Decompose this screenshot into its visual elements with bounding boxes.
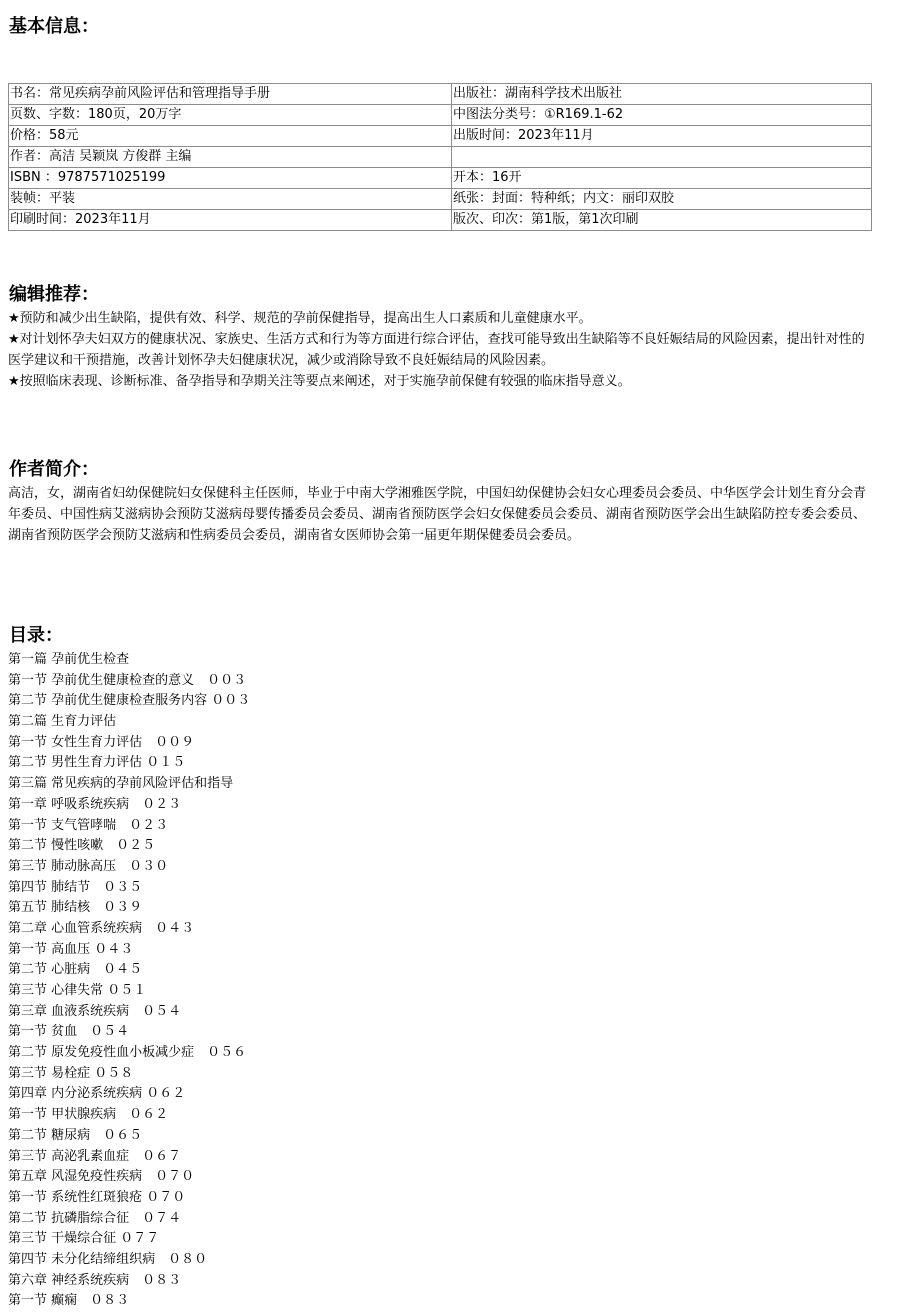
toc-item: 第五节 肺结核 ０３９ xyxy=(8,900,143,916)
editor-recommend-text xyxy=(8,308,868,392)
toc-item: 第一章 呼吸系统疾病 ０２３ xyxy=(8,796,182,812)
table-cell: 出版时间：2023年11月 xyxy=(452,126,872,147)
toc-item: 第一节 孕前优生健康检查的意义 ００３ xyxy=(8,672,247,688)
toc-item: 第一节 支气管哮喘 ０２３ xyxy=(8,817,169,833)
toc-item: 第三节 干燥综合征 ０７７ xyxy=(8,1231,160,1247)
table-cell xyxy=(452,147,872,168)
table-row xyxy=(9,105,872,126)
toc-item: 第三章 血液系统疾病 ０５４ xyxy=(8,1003,182,1019)
table-cell: 开本：16开 xyxy=(452,168,872,189)
toc-heading: 目录： xyxy=(9,625,63,646)
recommend-paragraph: ★预防和减少出生缺陷，提供有效、科学、规范的孕前保健指导，提高出生人口素质和儿童健康水平。 xyxy=(8,311,592,326)
toc-item: 第二节 心脏病 ０４５ xyxy=(8,962,143,978)
table-cell: 版次、印次：第1版，第1次印刷 xyxy=(452,210,872,231)
editor-recommend-heading: 编辑推荐： xyxy=(9,284,99,305)
table-cell: ISBN ：9787571025199 xyxy=(9,168,452,189)
recommend-paragraph: ★按照临床表现、诊断标准、备孕指导和孕期关注等要点来阐述，对于实施孕前保健有较强的临床指导意义。 xyxy=(8,374,631,389)
toc-item: 第一篇 孕前优生检查 xyxy=(8,652,130,667)
toc-item: 第三节 肺动脉高压 ０３０ xyxy=(8,858,169,874)
table-cell: 出版社：湖南科学技术出版社 xyxy=(452,84,872,105)
toc-item: 第一节 甲状腺疾病 ０６２ xyxy=(8,1107,169,1123)
table-row xyxy=(9,126,872,147)
toc-item: 第三篇 常见疾病的孕前风险评估和指导 xyxy=(8,776,234,792)
toc-item: 第三节 心律失常 ０５１ xyxy=(8,983,147,998)
table-cell: 价格：58元 xyxy=(9,126,452,147)
toc-item: 第二节 原发免疫性血小板减少症 ０５６ xyxy=(8,1045,247,1061)
toc-item: 第二章 心血管系统疾病 ０４３ xyxy=(8,920,195,936)
toc-item: 第二篇 生育力评估 xyxy=(8,714,117,730)
table-row xyxy=(9,189,872,210)
basic-info-heading: 基本信息： xyxy=(9,16,99,37)
table-cell: 书名：常见疾病孕前风险评估和管理指导手册 xyxy=(9,84,452,105)
table-cell: 中图法分类号：①R169.1-62 xyxy=(452,105,872,126)
table-row xyxy=(9,147,872,168)
toc-item: 第一节 贫血 ０５４ xyxy=(8,1024,130,1040)
toc-item: 第六章 神经系统疾病 ０８３ xyxy=(8,1272,182,1288)
toc-item: 第四章 内分泌系统疾病 ０６２ xyxy=(8,1086,186,1102)
toc-item: 第一节 高血压 ０４３ xyxy=(8,941,134,957)
table-cell: 作者：高洁 吴颖岚 方俊群 主编 xyxy=(9,147,452,168)
table-cell: 页数、字数：180页，20万字 xyxy=(9,105,452,126)
table-row xyxy=(9,210,872,231)
table-row xyxy=(9,84,872,105)
table-cell: 印刷时间：2023年11月 xyxy=(9,210,452,231)
toc-item: 第五章 风湿免疫性疾病 ０７０ xyxy=(8,1169,195,1185)
table-cell: 装帧：平装 xyxy=(9,189,452,210)
toc-item: 第一节 女性生育力评估 ００９ xyxy=(8,734,195,750)
toc-item: 第三节 高泌乳素血症 ０６７ xyxy=(8,1148,182,1164)
table-cell: 纸张：封面：特种纸；内文：丽印双胶 xyxy=(452,189,872,210)
recommend-paragraph: ★对计划怀孕夫妇双方的健康状况、家族史、生活方式和行为等方面进行综合评估，查找可能导致出生缺陷等不良妊娠结局的风险因素，提出针对性的医学建议和干预措施，改善计划怀孕夫妇健康状况，减少或消除导致不良妊娠结局的风险因素。 xyxy=(8,332,865,368)
toc-item: 第二节 慢性咳嗽 ０２５ xyxy=(8,838,156,854)
table-of-contents xyxy=(8,650,868,1312)
toc-item: 第二节 抗磷脂综合征 ０７４ xyxy=(8,1210,182,1226)
toc-item: 第二节 糖尿病 ０６５ xyxy=(8,1127,143,1143)
toc-item: 第三节 易栓症 ０５８ xyxy=(8,1065,134,1081)
table-row xyxy=(9,168,872,189)
book-info-table xyxy=(8,83,872,231)
toc-item: 第四节 肺结节 ０３５ xyxy=(8,879,143,895)
author-intro-paragraph: 高洁，女，湖南省妇幼保健院妇女保健科主任医师，毕业于中南大学湘雅医学院，中国妇幼保健协会妇女心理委员会委员、中华医学会计划生育分会青年委员、中国性病艾滋病协会预防艾滋病母婴传播委员会委员、湖南省预防医学会妇女保健委员会委员、湖南省预防医学会出生缺陷防控专委会委员、湖南省预防医学会预防艾滋病和性病委员会委员，湖南省女医师协会第一届更年期保健委员会委员。 xyxy=(8,486,867,543)
author-intro-text xyxy=(8,483,868,546)
author-intro-heading: 作者简介： xyxy=(9,459,99,480)
toc-item: 第四节 未分化结缔组织病 ０８０ xyxy=(8,1251,208,1267)
toc-item: 第一节 系统性红斑狼疮 ０７０ xyxy=(8,1189,186,1205)
toc-item: 第二节 孕前优生健康检查服务内容 ００３ xyxy=(8,693,251,709)
toc-item: 第一节 癫痫 ０８３ xyxy=(8,1293,130,1309)
toc-item: 第二节 男性生育力评估 ０１５ xyxy=(8,755,186,771)
